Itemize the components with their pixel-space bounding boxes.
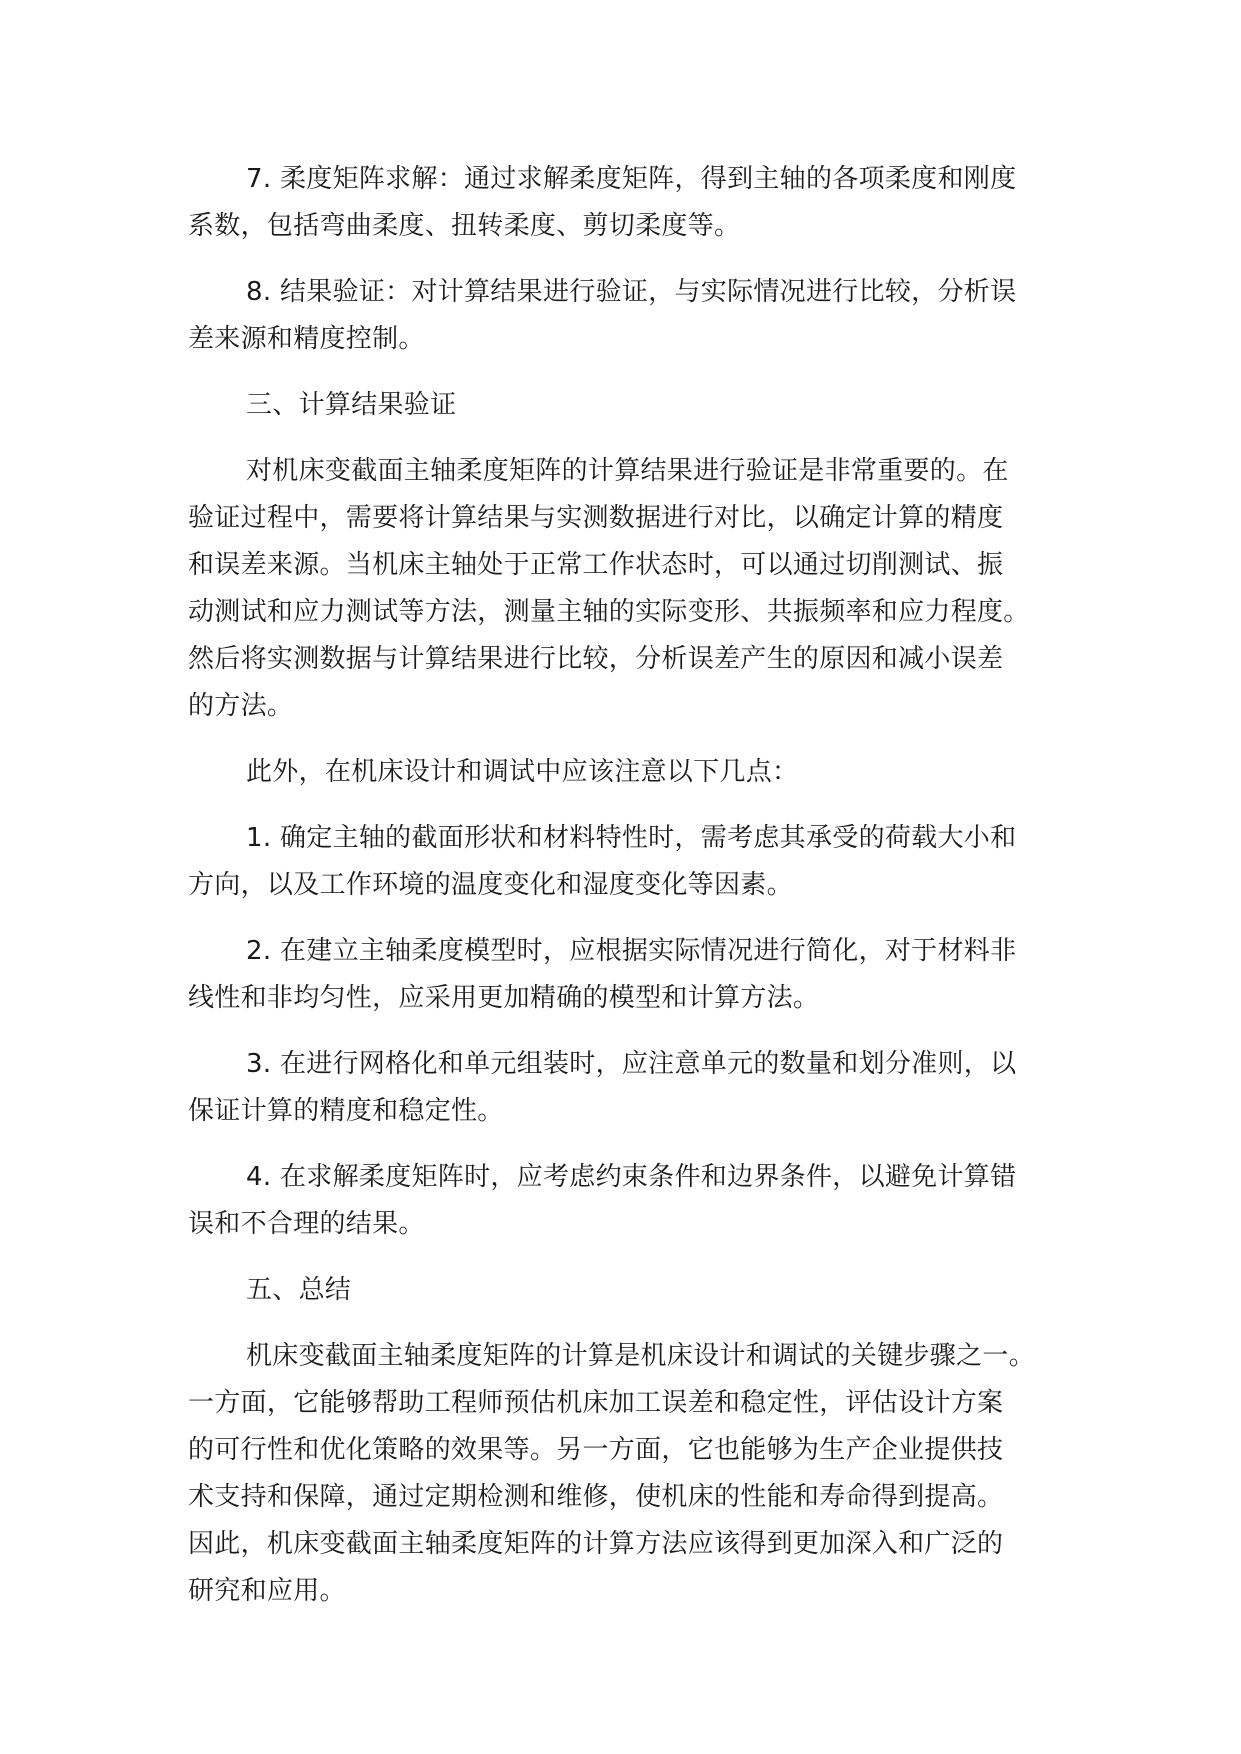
text-line: 差来源和精度控制。 <box>188 324 425 354</box>
text-line: 研究和应用。 <box>188 1576 346 1606</box>
text-line: 误和不合理的结果。 <box>188 1209 425 1239</box>
text-line: 术支持和保障，通过定期检测和维修，使机床的性能和寿命得到提高。 <box>188 1482 1004 1512</box>
paragraph-note-1 <box>188 815 1068 909</box>
text-line: 线性和非均匀性，应采用更加精确的模型和计算方法。 <box>188 983 820 1013</box>
section-heading: 五、总结 <box>246 1275 352 1305</box>
text-line: 验证过程中，需要将计算结果与实测数据进行对比，以确定计算的精度 <box>188 503 1004 533</box>
text-line: 然后将实测数据与计算结果进行比较，分析误差产生的原因和减小误差 <box>188 644 1004 674</box>
paragraph-note-4 <box>188 1154 1068 1248</box>
text-line: 一方面，它能够帮助工程师预估机床加工误差和稳定性，评估设计方案 <box>188 1388 1004 1418</box>
text-line: 的可行性和优化策略的效果等。另一方面，它也能够为生产企业提供技 <box>188 1435 1004 1465</box>
text-line: 7. 柔度矩阵求解：通过求解柔度矩阵，得到主轴的各项柔度和刚度 <box>246 164 1017 194</box>
text-line: 此外，在机床设计和调试中应该注意以下几点： <box>246 757 799 787</box>
section-heading-summary <box>188 1267 1068 1314</box>
text-line: 保证计算的精度和稳定性。 <box>188 1096 504 1126</box>
text-line: 1. 确定主轴的截面形状和材料特性时，需考虑其承受的荷载大小和 <box>246 823 1017 853</box>
paragraph-note-3 <box>188 1041 1068 1135</box>
section-heading-verification <box>188 382 1068 429</box>
text-line: 对机床变截面主轴柔度矩阵的计算结果进行验证是非常重要的。在 <box>246 456 1009 486</box>
text-line: 3. 在进行网格化和单元组装时，应注意单元的数量和划分准则，以 <box>246 1049 1017 1079</box>
paragraph-step-8 <box>188 269 1068 363</box>
text-line: 系数，包括弯曲柔度、扭转柔度、剪切柔度等。 <box>188 211 741 241</box>
text-line: 机床变截面主轴柔度矩阵的计算是机床设计和调试的关键步骤之一。 <box>246 1341 1036 1371</box>
paragraph-notes-intro <box>188 749 1068 796</box>
text-line: 因此，机床变截面主轴柔度矩阵的计算方法应该得到更加深入和广泛的 <box>188 1529 1004 1559</box>
text-line: 的方法。 <box>188 691 294 721</box>
paragraph-summary <box>188 1333 1068 1615</box>
text-line: 8. 结果验证：对计算结果进行验证，与实际情况进行比较，分析误 <box>246 277 1017 307</box>
paragraph-verification <box>188 448 1068 730</box>
text-line: 动测试和应力测试等方法，测量主轴的实际变形、共振频率和应力程度。 <box>188 597 1030 627</box>
document-body <box>188 156 1068 1634</box>
text-line: 方向，以及工作环境的温度变化和湿度变化等因素。 <box>188 870 793 900</box>
text-line: 4. 在求解柔度矩阵时，应考虑约束条件和边界条件，以避免计算错 <box>246 1162 1017 1192</box>
section-heading: 三、计算结果验证 <box>246 390 457 420</box>
paragraph-step-7 <box>188 156 1068 250</box>
text-line: 和误差来源。当机床主轴处于正常工作状态时，可以通过切削测试、振 <box>188 550 1004 580</box>
text-line: 2. 在建立主轴柔度模型时，应根据实际情况进行简化，对于材料非 <box>246 936 1017 966</box>
paragraph-note-2 <box>188 928 1068 1022</box>
